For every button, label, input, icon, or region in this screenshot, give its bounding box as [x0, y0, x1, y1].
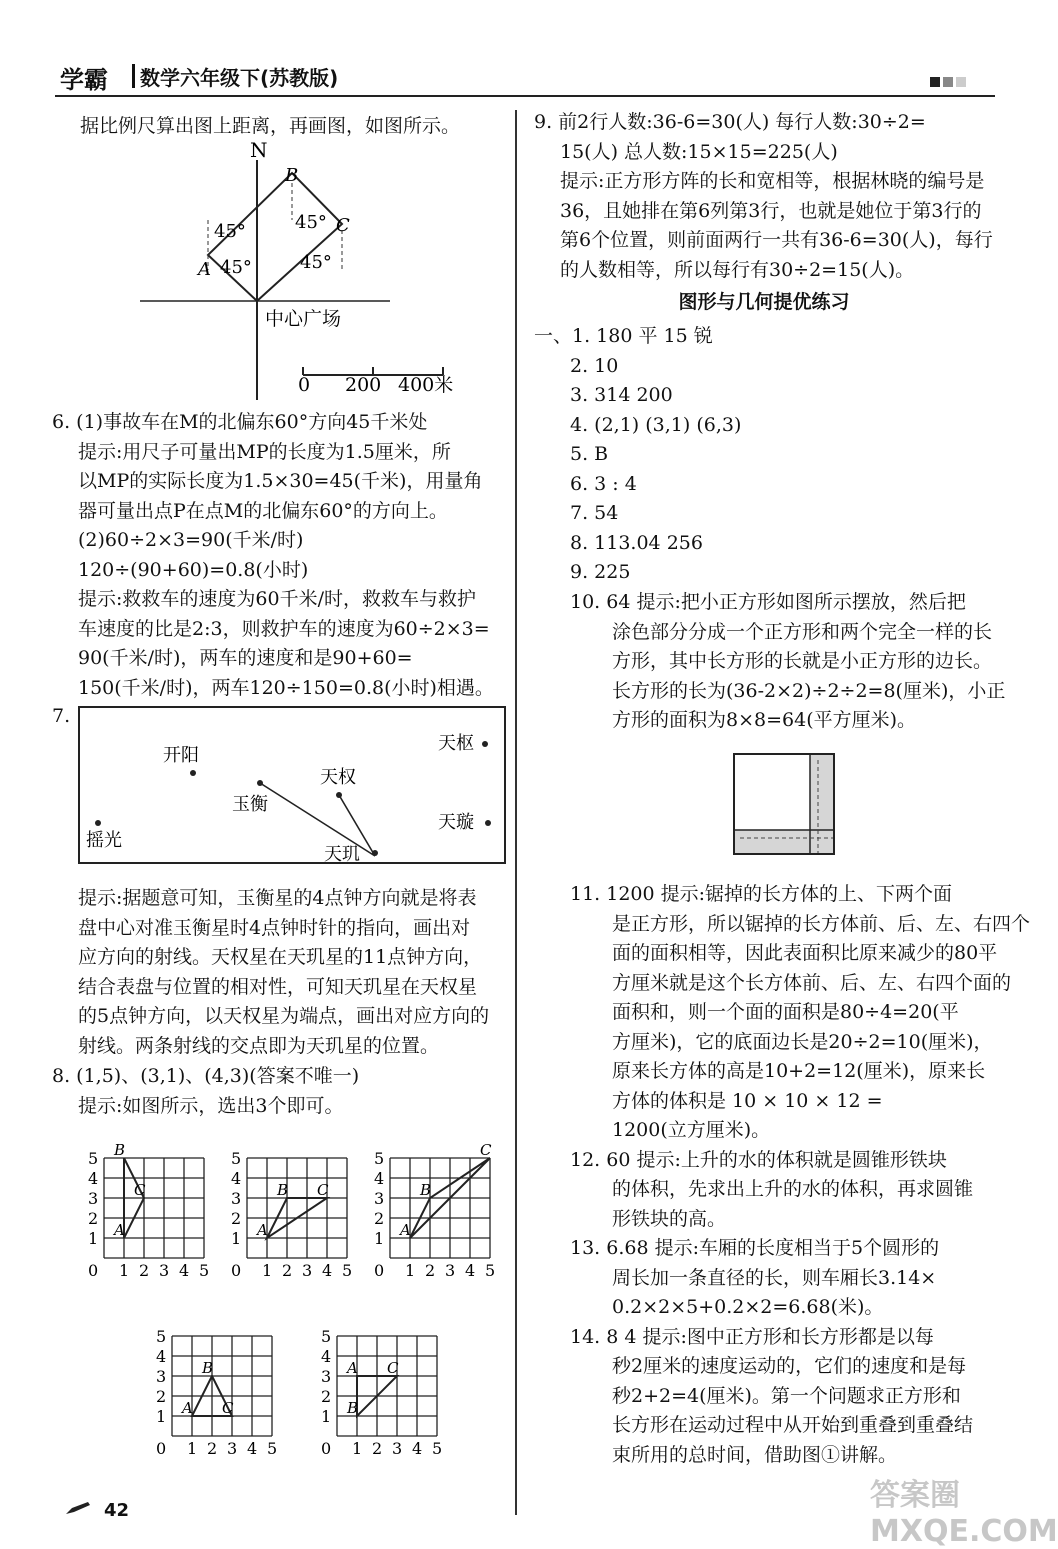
- section-title: 图形与几何提优练习: [678, 291, 850, 313]
- column-divider: [515, 110, 517, 1515]
- svg-text:3: 3: [445, 1261, 456, 1280]
- svg-text:1: 1: [119, 1261, 130, 1280]
- svg-text:4: 4: [321, 1347, 332, 1366]
- grid-5: [315, 1318, 455, 1462]
- angle-1: 45°: [214, 221, 246, 242]
- svg-text:4: 4: [88, 1169, 99, 1188]
- svg-text:C: C: [317, 1181, 329, 1199]
- svg-text:0: 0: [156, 1439, 167, 1458]
- grid-3: [368, 1140, 508, 1284]
- svg-text:5: 5: [88, 1149, 99, 1168]
- grid-2: [225, 1140, 365, 1284]
- brand-logo: 学霸: [60, 66, 108, 94]
- svg-text:B: B: [277, 1181, 289, 1199]
- svg-text:4: 4: [465, 1261, 476, 1280]
- intro-text: 据比例尺算出图上距离，再画图，如图所示。: [80, 115, 461, 137]
- svg-text:3: 3: [227, 1439, 238, 1458]
- grid-1: [82, 1140, 222, 1284]
- star-diagram: [78, 706, 508, 866]
- svg-text:4: 4: [322, 1261, 333, 1280]
- svg-text:A: A: [257, 1221, 268, 1239]
- svg-text:A: A: [347, 1359, 358, 1377]
- svg-text:3: 3: [159, 1261, 170, 1280]
- svg-text:0: 0: [321, 1439, 332, 1458]
- svg-text:4: 4: [412, 1439, 423, 1458]
- svg-text:0: 0: [374, 1261, 385, 1280]
- header-squares: [930, 72, 969, 91]
- svg-text:4: 4: [156, 1347, 167, 1366]
- map-diagram: [140, 135, 500, 405]
- svg-text:C: C: [134, 1181, 146, 1199]
- scale-200: 200: [345, 374, 382, 396]
- svg-text:5: 5: [485, 1261, 496, 1280]
- scale-400: 400米: [398, 374, 454, 396]
- q7-hint: 提示:据题意可知，玉衡星的4点钟方向就是将表 盘中心对准玉衡星时4点钟时针的指向，画出对 应方向的射线。天权星在天玑星的11点钟方向， 结合表盘与位置的相对性，可知天玑星在天权星 的5点钟方向，以天权星为端点，画出对应方向的 射线。两条射线的交点即为天玑星的位置。: [78, 887, 490, 1057]
- page-header-title: 数学六年级下(苏教版): [140, 66, 339, 90]
- svg-text:4: 4: [231, 1169, 242, 1188]
- q7-number: 7.: [52, 705, 71, 727]
- question-8: 8. (1,5)、(3,1)、(4,3)(答案不唯一) 提示:如图所示，选出3个即可。: [52, 1065, 360, 1117]
- star-tianquan: 天权: [320, 767, 356, 788]
- svg-text:5: 5: [321, 1327, 332, 1346]
- pencil-icon: [64, 1500, 94, 1514]
- angle-3: 45°: [295, 212, 327, 233]
- star-tianji: 天玑: [324, 844, 360, 865]
- svg-text:3: 3: [321, 1367, 332, 1386]
- svg-text:C: C: [387, 1359, 399, 1377]
- svg-text:5: 5: [199, 1261, 210, 1280]
- square-figure: [732, 752, 838, 858]
- svg-text:3: 3: [156, 1367, 167, 1386]
- question-6: 6. (1)事故车在M的北偏东60°方向45千米处 提示:用尺子可量出MP的长度为1.5厘米，所 以MP的实际长度为1.5×30=45(千米)，用量角 器可量出点P在点M的北偏东60°的方向上。 (2)60÷2×3=90(千米/时) 120÷(90+60)=0.8(小时) 提示:救救车的速度为60千米/时，救救车与救护 车速度的比是2:3，则救护车的速度为60÷2×3= 90(千米/时)，两车的速度和是90+60= 150(千米/时)，两车120÷150=0.8(小时)相遇。: [52, 411, 494, 699]
- angle-4: 45°: [300, 252, 332, 273]
- center-label: 中心广场: [265, 308, 342, 330]
- questions-11-14: 11. 1200 提示:锯掉的长方体的上、下两个面 是正方形，所以锯掉的长方体前、后、左、右四个 面的面积相等，因此表面积比原来减少的80平 方厘米就是这个长方体前、后、左、右四个面的 面积和，则一个面的面积是80÷4=20(平 方厘米)，它的底面边长是20÷2=10(厘米)， 原来长方体的高是10+2=12(厘米)，原来长 方体的体积是 10 × 10 × 12 = 1200(立方厘米)。 12. 60 提示:上升的水的体积就是圆锥形铁块 的体积，先求出上升的水的体积，再求圆锥 形铁块的高。 13. 6.68 提示:车厢的长度相当于5个圆形的 周长加一条直径的长，则车厢长3.14× 0.2×2×5+0.2×2=6.68(米)。 14. 8 4 提示:图中正方形和长方形都是以每 秒2厘米的速度运动的，它们的速度和是每 秒2+2=4(厘米)。第一个问题求正方形和 长方形在运动过程中从开始到重叠到重叠结 束所用的总时间，借助图①讲解。: [570, 883, 1031, 1466]
- svg-text:1: 1: [374, 1229, 385, 1248]
- svg-text:B: B: [202, 1359, 214, 1377]
- svg-text:A: A: [400, 1221, 411, 1239]
- svg-text:3: 3: [231, 1189, 242, 1208]
- svg-text:2: 2: [282, 1261, 293, 1280]
- question-10: 10. 64 提示:把小正方形如图所示摆放，然后把 涂色部分分成一个正方形和两个完全一样的长 方形，其中长方形的长就是小正方形的边长。 长方形的长为(36-2×2)÷2÷2=8(厘米)，小正 方形的面积为8×8=64(平方厘米)。: [570, 591, 1006, 731]
- svg-text:2: 2: [207, 1439, 218, 1458]
- svg-text:B: B: [114, 1141, 126, 1159]
- svg-text:1: 1: [405, 1261, 416, 1280]
- svg-text:2: 2: [374, 1209, 385, 1228]
- grid-4: [150, 1318, 290, 1462]
- point-a: A: [198, 259, 211, 280]
- header-divider: [132, 64, 135, 88]
- angle-2: 45°: [220, 257, 252, 278]
- svg-text:4: 4: [247, 1439, 258, 1458]
- svg-text:4: 4: [374, 1169, 385, 1188]
- svg-text:C: C: [480, 1141, 492, 1159]
- svg-text:1: 1: [156, 1407, 167, 1426]
- svg-text:2: 2: [139, 1261, 150, 1280]
- star-kaiyang: 开阳: [163, 745, 199, 766]
- svg-text:5: 5: [432, 1439, 443, 1458]
- north-label: N: [250, 138, 268, 162]
- svg-text:3: 3: [302, 1261, 313, 1280]
- svg-text:B: B: [347, 1399, 359, 1417]
- svg-text:3: 3: [392, 1439, 403, 1458]
- svg-text:1: 1: [231, 1229, 242, 1248]
- svg-text:5: 5: [156, 1327, 167, 1346]
- svg-text:1: 1: [88, 1229, 99, 1248]
- scale-0: 0: [298, 374, 311, 396]
- svg-text:A: A: [182, 1399, 193, 1417]
- svg-text:2: 2: [372, 1439, 383, 1458]
- svg-text:1: 1: [262, 1261, 273, 1280]
- star-yuheng: 玉衡: [232, 794, 268, 815]
- star-yaoguang: 摇光: [86, 830, 122, 851]
- svg-text:4: 4: [179, 1261, 190, 1280]
- svg-text:1: 1: [321, 1407, 332, 1426]
- svg-text:5: 5: [374, 1149, 385, 1168]
- svg-text:2: 2: [425, 1261, 436, 1280]
- answers-part-a: 一、1. 180 平 15 锐 2. 10 3. 314 200 4. (2,1) (3,1) (6,3) 5. B 6. 3 : 4 7. 54 8. 113.04 256 9. 225: [534, 325, 742, 583]
- star-tianxuan: 天璇: [438, 812, 474, 833]
- page-number: 42: [104, 1500, 130, 1521]
- star-tianshu: 天枢: [438, 733, 474, 754]
- svg-text:B: B: [420, 1181, 432, 1199]
- svg-text:2: 2: [321, 1387, 332, 1406]
- question-9: 9. 前2行人数:36-6=30(人) 每行人数:30÷2= 15(人) 总人数:15×15=225(人) 提示:正方形方阵的长和宽相等，根据林晓的编号是 36，且她排在第6列第3行，也就是她位于第3行的 第6个位置，则前面两行一共有36-6=30(人)，每行 的人数相等，所以每行有30÷2=15(人)。: [534, 111, 993, 281]
- svg-text:5: 5: [342, 1261, 353, 1280]
- svg-text:2: 2: [156, 1387, 167, 1406]
- svg-text:3: 3: [88, 1189, 99, 1208]
- svg-text:C: C: [222, 1399, 234, 1417]
- svg-text:0: 0: [231, 1261, 242, 1280]
- point-c: C: [336, 215, 350, 236]
- svg-text:5: 5: [231, 1149, 242, 1168]
- watermark: 答案圈 MXQE.COM: [870, 1478, 1058, 1549]
- svg-text:0: 0: [88, 1261, 99, 1280]
- svg-text:1: 1: [352, 1439, 363, 1458]
- header-rule: [55, 95, 995, 97]
- point-b: B: [285, 165, 299, 186]
- svg-text:A: A: [114, 1221, 125, 1239]
- svg-text:1: 1: [187, 1439, 198, 1458]
- svg-text:2: 2: [88, 1209, 99, 1228]
- svg-text:2: 2: [231, 1209, 242, 1228]
- svg-text:5: 5: [267, 1439, 278, 1458]
- svg-text:3: 3: [374, 1189, 385, 1208]
